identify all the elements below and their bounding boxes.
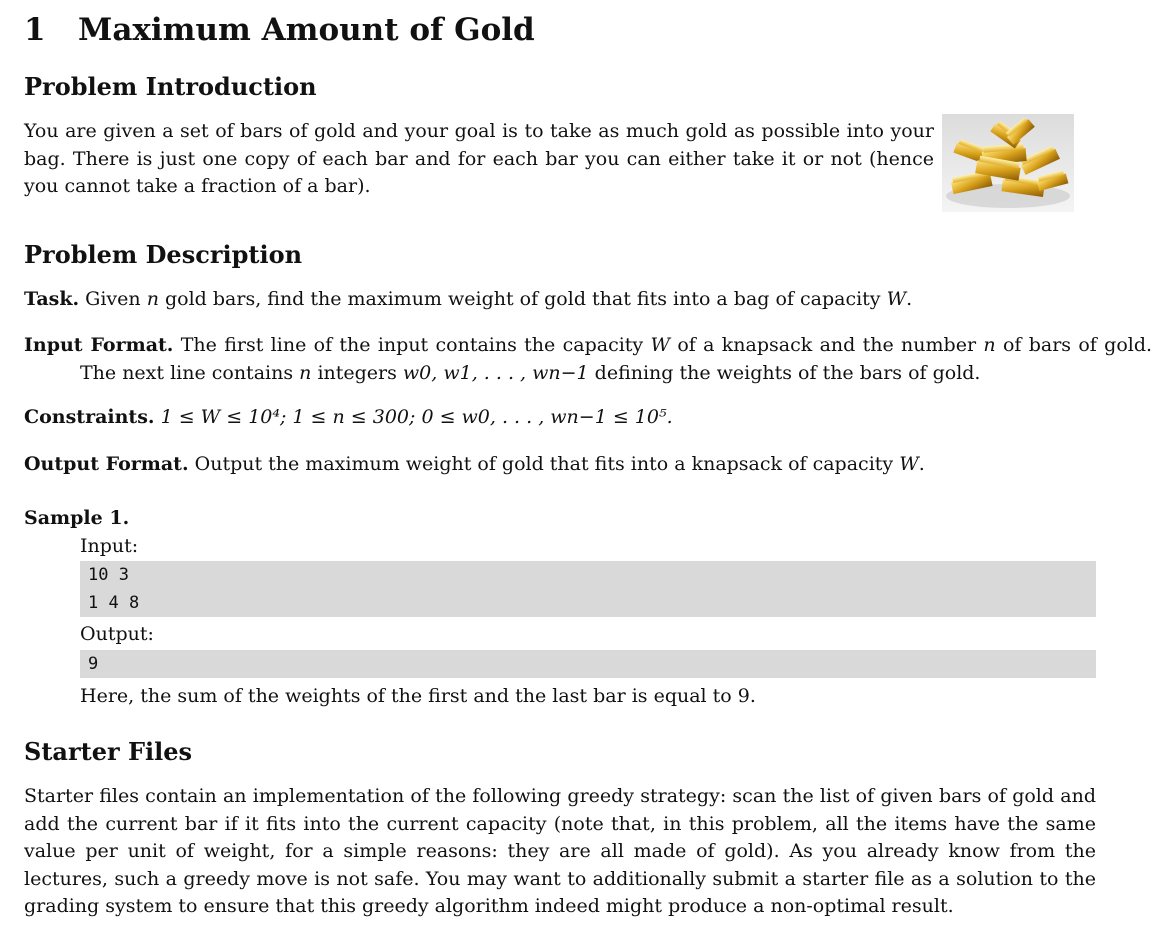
sample-title: Sample 1. bbox=[24, 507, 130, 529]
section-title-text: Maximum Amount of Gold bbox=[78, 12, 535, 48]
description-heading: Problem Description bbox=[24, 240, 303, 269]
starter-paragraph: Starter files contain an implementation of the following greedy strategy: scan the list of given bars of gold and add the current bar if it fits into the current capacity (note that, in this problem, all the items have the same value per unit of weight, for a simple reasons: they are all made of gold). As you already know from the lectures, such a greedy move is not safe. You may want to additionally submit a starter file as a solution to the grading system to ensure that this greedy algorithm indeed might produce a non-optimal result. bbox=[24, 785, 1096, 917]
task-label: Task. bbox=[24, 288, 80, 310]
output-format-label: Output Format. bbox=[24, 453, 189, 475]
sample-output-box bbox=[80, 650, 1096, 678]
task-paragraph bbox=[24, 286, 1096, 314]
intro-heading: Problem Introduction bbox=[24, 72, 317, 101]
input-text-1: The first line of the input contains the capacity bbox=[180, 334, 644, 356]
input-var-n2: n bbox=[299, 361, 312, 384]
input-var-n: n bbox=[983, 334, 996, 356]
task-text-1: Given bbox=[85, 288, 141, 310]
input-text-5: defining the weights of the bars of gold. bbox=[594, 361, 981, 384]
output-text: Output the maximum weight of gold that fits into a knapsack of capacity bbox=[194, 453, 894, 475]
output-end: . bbox=[918, 453, 925, 475]
sample-output-line: 9 bbox=[88, 654, 99, 674]
input-format-label: Input Format. bbox=[24, 334, 174, 356]
intro-paragraph: You are given a set of bars of gold and your goal is to take as much gold as possible into your bag. There is just one copy of each bar and for each bar you can either take it or not (hence you cannot take a fraction of a bar). bbox=[24, 120, 934, 197]
input-weights: w0, w1, . . . , wn−1 bbox=[402, 361, 589, 384]
input-text-4: integers bbox=[317, 361, 397, 384]
output-var-W: W bbox=[899, 453, 919, 475]
task-end: . bbox=[906, 288, 913, 310]
output-format-paragraph bbox=[24, 451, 1096, 479]
task-var-W: W bbox=[886, 288, 907, 310]
sample-input-label: Input: bbox=[80, 535, 139, 557]
constraints-label: Constraints. bbox=[24, 406, 155, 428]
starter-heading: Starter Files bbox=[24, 737, 193, 766]
section-number: 1 bbox=[24, 12, 46, 48]
constraints-paragraph bbox=[24, 404, 1096, 432]
sample-output-label: Output: bbox=[80, 623, 154, 645]
task-text-2: gold bars, find the maximum weight of gold that fits into a bag of capacity bbox=[164, 288, 881, 310]
constraints-text: 1 ≤ W ≤ 10⁴; 1 ≤ n ≤ 300; 0 ≤ w0, . . . , wn−1 ≤ 10⁵. bbox=[160, 406, 673, 428]
input-format-paragraph bbox=[24, 332, 1152, 387]
input-var-W: W bbox=[650, 334, 671, 356]
sample-input-line: 1 4 8 bbox=[88, 593, 140, 613]
task-var-n: n bbox=[146, 288, 159, 310]
input-text-3: of bars of gold. The next line contains bbox=[80, 334, 1152, 384]
section-title bbox=[24, 12, 535, 48]
input-text-2: of a knapsack and the number bbox=[677, 334, 977, 356]
sample-input-line: 10 3 bbox=[88, 565, 129, 585]
sample-input-box bbox=[80, 561, 1096, 617]
sample-note: Here, the sum of the weights of the first and the last bar is equal to 9. bbox=[80, 685, 756, 707]
gold-bars-image bbox=[942, 114, 1074, 212]
